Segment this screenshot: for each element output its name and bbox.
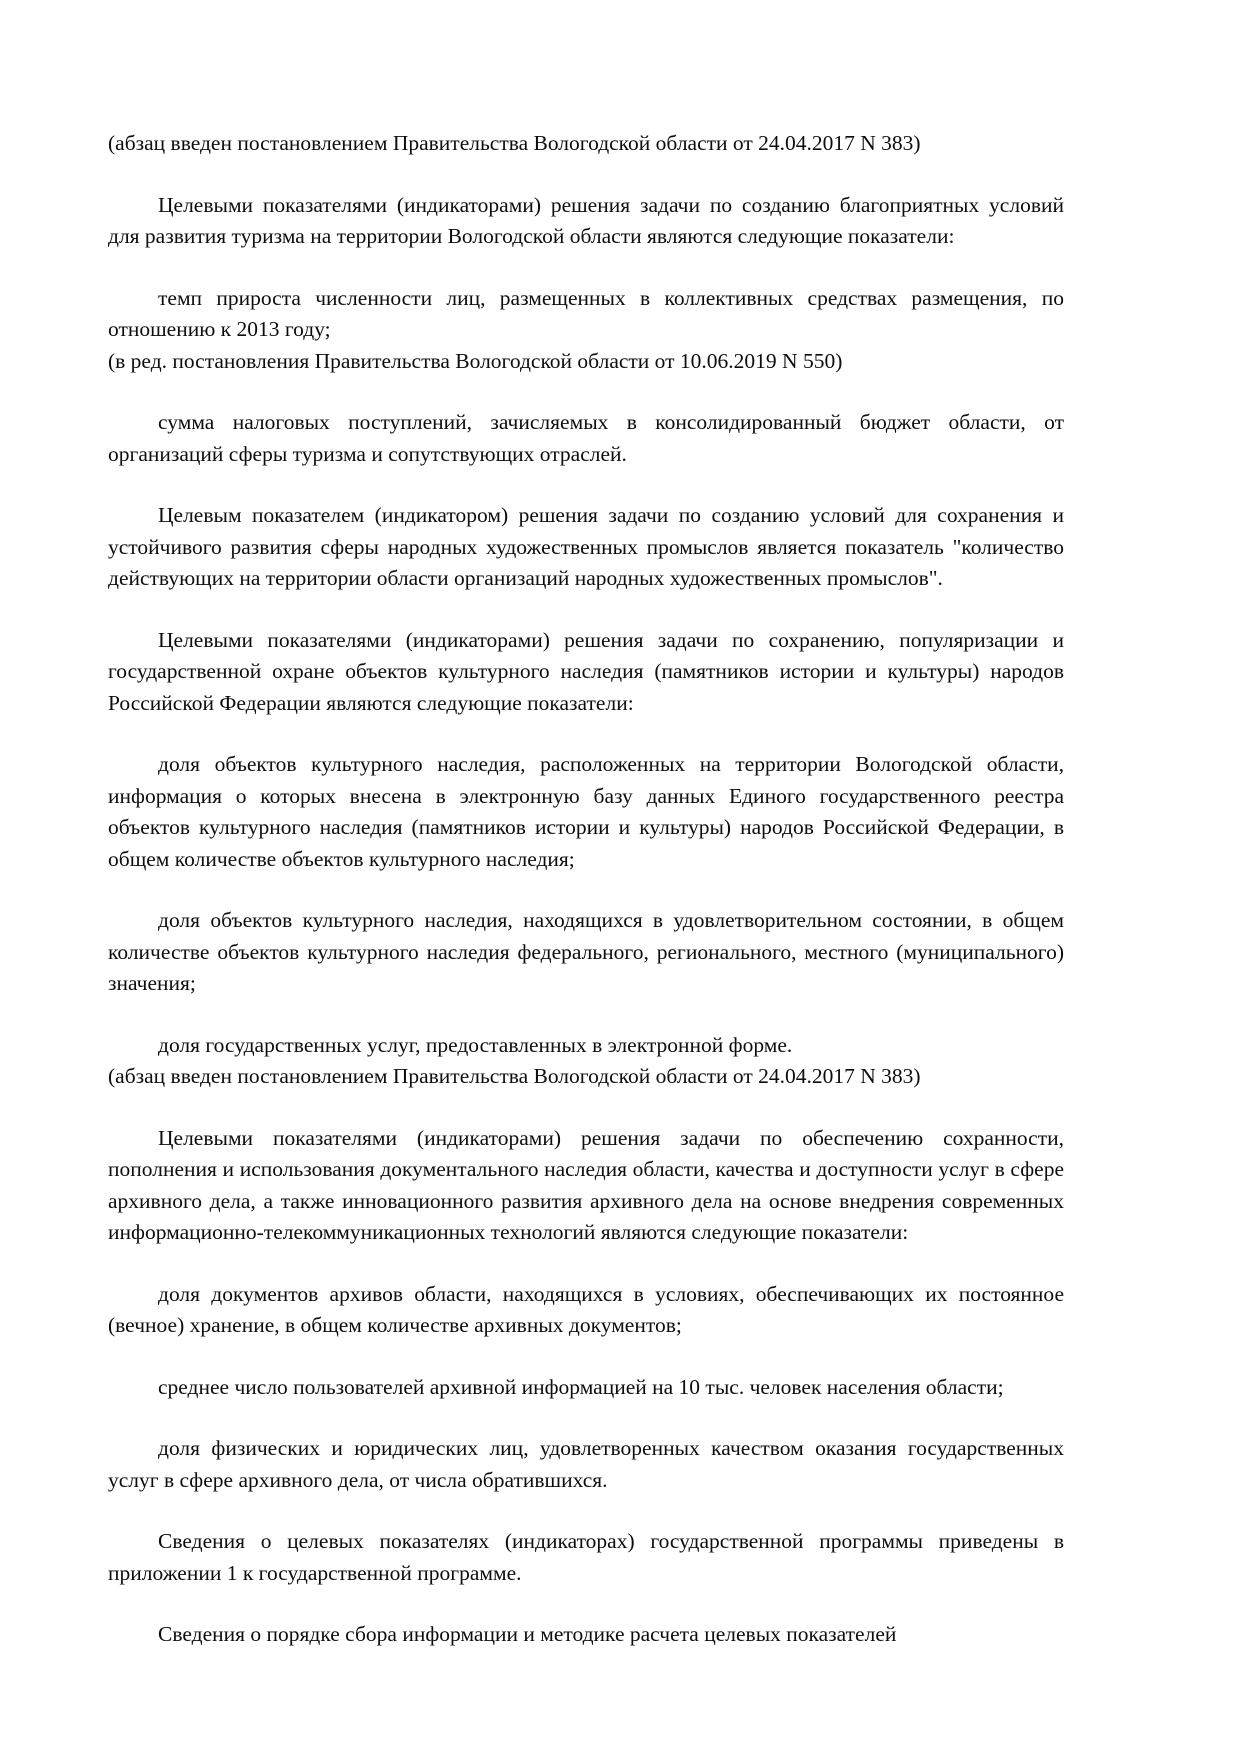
paragraph-indicator-heritage-condition-share: доля объектов культурного наследия, находящихся в удовлетворительном состоянии, в общем количестве объектов культурного наследия федерального, регионального, местного (муниципального) значения; — [108, 908, 1064, 995]
paragraph-indicator-electronic-services-share: доля государственных услуг, предоставленных в электронной форме. — [158, 1032, 793, 1057]
paragraph-data-collection-methodology: Сведения о порядке сбора информации и методике расчета целевых показателей — [158, 1622, 897, 1646]
paragraph-indicator-guest-growth-rate: темп прироста численности лиц, размещенных в коллективных средствах размещения, по отношению к 2013 году; — [108, 285, 1064, 341]
amendment-note: (абзац введен постановлением Правительства Вологодской области от 24.04.2017 N 383) — [108, 131, 921, 155]
paragraph-indicator-archive-storage-share: доля документов архивов области, находящихся в условиях, обеспечивающих их постоянное (вечное) хранение, в общем количестве архивных документов; — [108, 1281, 1064, 1337]
paragraph-indicator-archive-users-average: среднее число пользователей архивной информацией на 10 тыс. человек населения области; — [158, 1374, 1004, 1399]
amendment-note: (в ред. постановления Правительства Вологодской области от 10.06.2019 N 550) — [108, 348, 843, 373]
paragraph-indicators-appendix-reference: Сведения о целевых показателях (индикаторах) государственной программы приведены в приложении 1 к государственной программе. — [108, 1529, 1064, 1585]
paragraph-indicator-archive-satisfaction-share: доля физических и юридических лиц, удовлетворенных качеством оказания государственных услуг в сфере архивного дела, от числа обратившихся. — [108, 1436, 1064, 1492]
paragraph-folk-crafts-indicator: Целевым показателем (индикатором) решения задачи по созданию условий для сохранения и устойчивого развития сферы народных художественных промыслов является показатель "количество действующих на территории области организаций народных художественных промыслов". — [108, 503, 1064, 590]
amendment-note: (абзац введен постановлением Правительства Вологодской области от 24.04.2017 N 383) — [108, 1064, 921, 1088]
paragraph-tourism-indicators-intro: Целевыми показателями (индикаторами) решения задачи по созданию благоприятных условий для развития туризма на территории Вологодской области являются следующие показатели: — [108, 192, 1064, 248]
paragraph-indicator-tax-revenue: сумма налоговых поступлений, зачисляемых в консолидированный бюджет области, от организаций сферы туризма и сопутствующих отраслей. — [108, 410, 1064, 466]
paragraph-cultural-heritage-intro: Целевыми показателями (индикаторами) решения задачи по сохранению, популяризации и государственной охране объектов культурного наследия (памятников истории и культуры) народов Российской Федерации являются следующие показатели: — [108, 627, 1064, 715]
paragraph-archive-indicators-intro: Целевыми показателями (индикаторами) решения задачи по обеспечению сохранности, пополнения и использования документального наследия области, качества и доступности услуг в сфере архивного дела, а также инновационного развития архивного дела на основе внедрения современных информационно-телекоммуникационных технологий являются следующие показатели: — [108, 1125, 1064, 1244]
document-text-column — [108, 128, 1064, 1651]
paragraph-indicator-heritage-registry-share: доля объектов культурного наследия, расположенных на территории Вологодской области, информация о которых внесена в электронную базу данных Единого государственного реестра объектов культурного наследия (памятников истории и культуры) народов Российской Федерации, в общем количестве объектов культурного наследия; — [108, 752, 1064, 871]
